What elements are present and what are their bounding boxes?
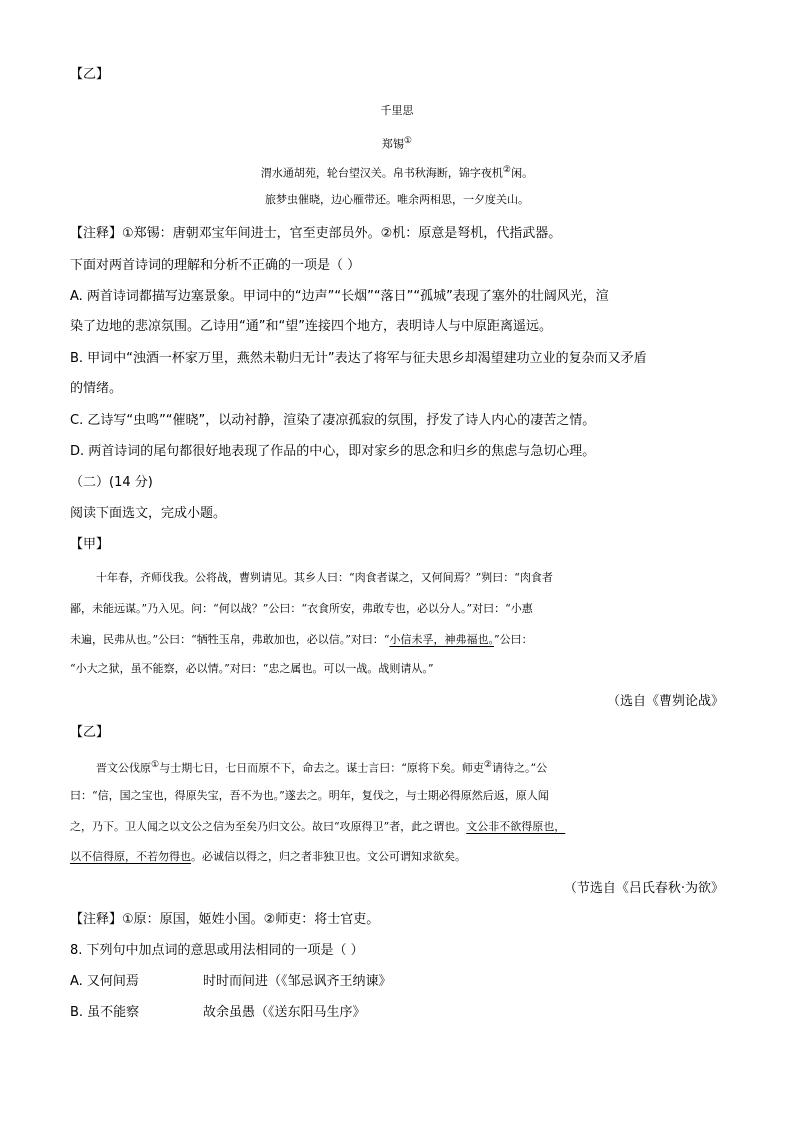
yi-source: （节选自《吕氏春秋·为欲》 [563,881,724,896]
poem-title: 千里思 [380,104,414,117]
yi-text-line-2: 曰：“信，国之宝也，得原失宝，吾不为也。”遂去之。明年，复伐之，与士期必得原然后返，原人闻 [70,789,549,802]
jia-text-line-2: 鄙，未能远谋。”乃入见。问：“何以战？”公曰：“衣食所安，弗敢专也，必以分人。”对曰：“小惠 [70,602,533,615]
jia-text-line-1: 十年春，齐师伐我。公将战，曹刿请见。其乡人曰：“肉食者谋之，又何间焉？”刿曰：“肉食者 [96,571,553,584]
footnote-mark: ① [403,135,413,146]
question-7-stem: 下面对两首诗词的理解和分析不正确的一项是（ ） [70,258,361,273]
option-b-line-2: 的情绪。 [70,381,123,396]
option-b-line-1: B. 甲词中“浊酒一杯家万里，燕然未勒归无计”表达了将军与征夫思乡却渴望建功立业的复杂而又矛盾 [70,351,647,366]
jia-text-line-3: 未遍，民弗从也。”公曰：“牺牲玉帛，弗敢加也，必以信。”对曰：“小信未孚，神弗福也。”公曰： [70,633,533,646]
poem-notes: 【注释】①郑锡：唐朝邓宝年间进士，官至吏部员外。②机：原意是弩机，代指武器。 [70,226,562,241]
section-label-yi-2: 【乙】 [70,725,110,740]
footnote-mark: ① [151,759,160,770]
option-c: C. 乙诗写“虫鸣”“催晓”，以动衬静，渲染了凄凉孤寂的氛围，抒发了诗人内心的凄苦之情。 [70,413,596,428]
q8-option-a-ref: 时时而间进（《邹忌讽齐王纳谏》 [203,974,392,989]
part-2-header: （二）(14 分) [70,475,153,490]
underlined-sentence: 以不信得原，不若勿得也 [70,850,191,863]
yi-text-line-4: 以不信得原，不若勿得也。必诚信以得之，归之者非独卫也。文公可谓知求欲矣。 [70,850,466,863]
poem-author: 郑锡① [381,135,413,151]
jia-text-line-4: “小大之狱，虽不能察，必以情。”对曰：“忠之属也。可以一战。战则请从。” [70,662,434,675]
section-label-jia: 【甲】 [70,537,110,552]
q8-option-a-label: A. 又何间焉 [70,974,139,989]
jia-source: （选自《曹刿论战》 [606,694,724,709]
underlined-sentence: 小信未孚，神弗福也。 [389,633,494,646]
yi-notes: 【注释】①原：原国，姬姓小国。②师吏：将士官吏。 [70,912,380,927]
yi-text-line-3: 之，乃下。卫人闻之以文公之信为至矣乃归文公。故曰“攻原得卫”者，此之谓也。文公非不欲得原也， [70,820,566,833]
yi-text-line-1: 晋文公伐原①与士期七日，七日而原不下，命去之。谋士言曰：“原将下矣。师吏②请待之。”公 [96,759,548,775]
footnote-mark: ② [502,164,512,175]
section-label-yi: 【乙】 [70,67,110,82]
question-8-stem: 8. 下列句中加点词的意思或用法相同的一项是（ ） [70,943,364,958]
option-a-line-1: A. 两首诗词都描写边塞景象。甲词中的“边声”“长烟”“落日”“孤城”表现了塞外的壮阔风光，渲 [70,289,609,304]
underlined-sentence: 文公非不欲得原也， [466,820,566,833]
option-d: D. 两首诗词的尾句都很好地表现了作品的中心，即对家乡的思念和归乡的焦虑与急切心理。 [70,444,596,459]
poem-line-1: 渭水通胡苑，轮台望汉关。帛书秋海断，锦字夜机②闲。 [260,164,534,180]
q8-option-b-ref: 故余虽愚（《送东阳马生序》 [203,1005,366,1020]
option-a-line-2: 染了边地的悲凉氛围。乙诗用“通”和“望”连接四个地方，表明诗人与中原距离遥远。 [70,319,552,334]
poem-line-2: 旅梦虫催晓，边心雁带还。唯余两相思，一夕度关山。 [265,193,529,206]
footnote-mark: ② [483,759,493,770]
q8-option-b-label: B. 虽不能察 [70,1005,140,1020]
part-2-instruction: 阅读下面选文，完成小题。 [70,506,227,521]
